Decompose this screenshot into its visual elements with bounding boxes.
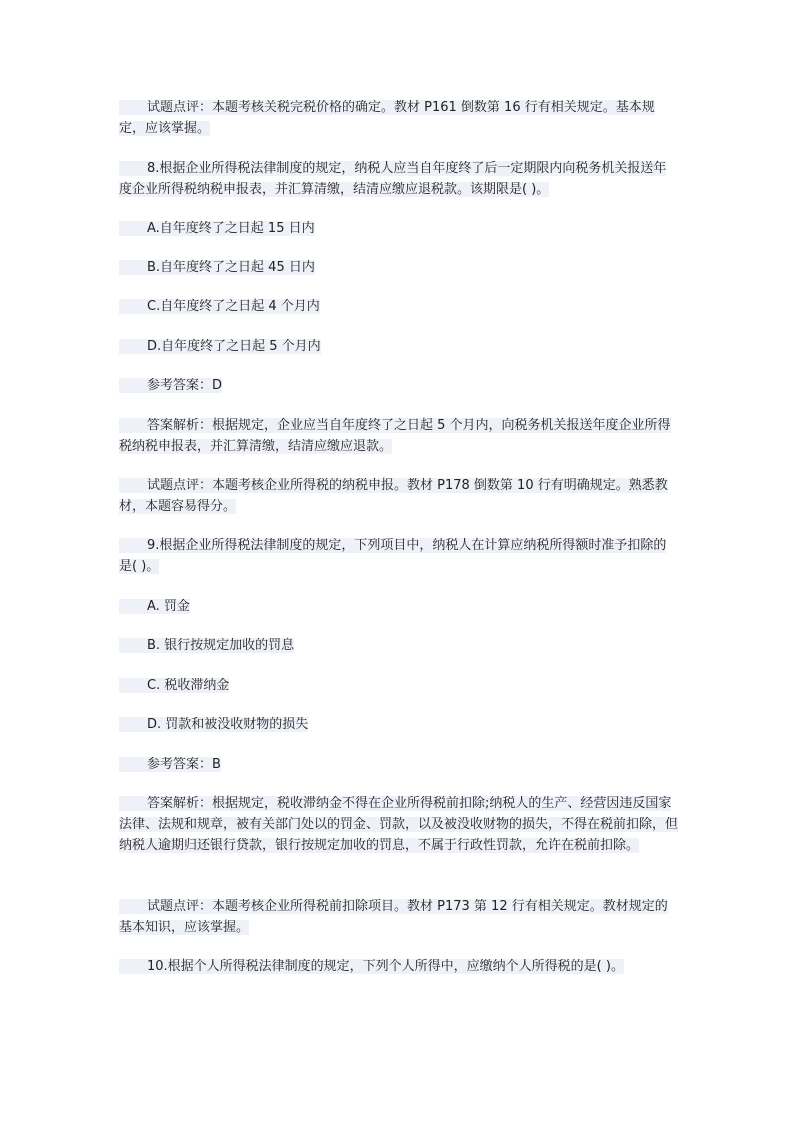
answer-q9	[119, 754, 679, 775]
analysis-q9	[119, 793, 679, 856]
paragraph-text: 参考答案：B	[147, 757, 221, 772]
paragraph-text: C.自年度终了之日起 4 个月内	[147, 299, 320, 314]
option-a-q9	[119, 596, 679, 617]
paragraph-text: A. 罚金	[147, 599, 190, 614]
option-c-q9	[119, 675, 679, 696]
paragraph-text: B. 银行按规定加收的罚息	[147, 638, 295, 653]
analysis-q8	[119, 415, 679, 457]
option-d-q9	[119, 714, 679, 735]
paragraph-text: D.自年度终了之日起 5 个月内	[147, 339, 321, 354]
option-b-q8	[119, 257, 679, 278]
paragraph-text: D. 罚款和被没收财物的损失	[147, 717, 309, 732]
comment-paragraph-q8	[119, 475, 679, 517]
paragraph-text: 9.根据企业所得税法律制度的规定，下列项目中，纳税人在计算应纳税所得额时准予扣除的是( )。	[119, 538, 667, 574]
paragraph-text: 答案解析：根据规定，税收滞纳金不得在企业所得税前扣除;纳税人的生产、经营因违反国家法律、法规和规章，被有关部门处以的罚金、罚款，以及被没收财物的损失，不得在税前扣除，但纳税人逾期归还银行贷款，银行按规定加收的罚息，不属于行政性罚款，允许在税前扣除。	[119, 796, 679, 853]
comment-paragraph-q9	[119, 896, 679, 938]
paragraph-text: 试题点评：本题考核企业所得税前扣除项目。教材 P173 第 12 行有相关规定。教材规定的基本知识，应该掌握。	[119, 899, 668, 935]
answer-q8	[119, 375, 679, 396]
paragraph-text: 10.根据个人所得税法律制度的规定，下列个人所得中，应缴纳个人所得税的是( )。	[147, 959, 624, 974]
question-8	[119, 158, 679, 200]
question-10	[119, 956, 679, 977]
option-c-q8	[119, 296, 679, 317]
paragraph-text: 试题点评：本题考核企业所得税的纳税申报。教材 P178 倒数第 10 行有明确规定。熟悉教材，本题容易得分。	[119, 478, 668, 514]
option-b-q9	[119, 635, 679, 656]
paragraph-text: 答案解析：根据规定，企业应当自年度终了之日起 5 个月内，向税务机关报送年度企业所得税纳税申报表，并汇算清缴，结清应缴应退款。	[119, 418, 671, 454]
question-9	[119, 535, 679, 577]
option-a-q8	[119, 218, 679, 239]
paragraph-text: 8.根据企业所得税法律制度的规定，纳税人应当自年度终了后一定期限内向税务机关报送年度企业所得税纳税申报表，并汇算清缴，结清应缴应退税款。该期限是( )。	[119, 161, 667, 197]
comment-paragraph-q7	[119, 97, 679, 139]
paragraph-text: A.自年度终了之日起 15 日内	[147, 221, 315, 236]
option-d-q8	[119, 336, 679, 357]
paragraph-text: 参考答案：D	[147, 378, 223, 393]
paragraph-text: C. 税收滞纳金	[147, 678, 230, 693]
paragraph-text: 试题点评：本题考核关税完税价格的确定。教材 P161 倒数第 16 行有相关规定。基本规定，应该掌握。	[119, 100, 655, 136]
paragraph-text: B.自年度终了之日起 45 日内	[147, 260, 315, 275]
